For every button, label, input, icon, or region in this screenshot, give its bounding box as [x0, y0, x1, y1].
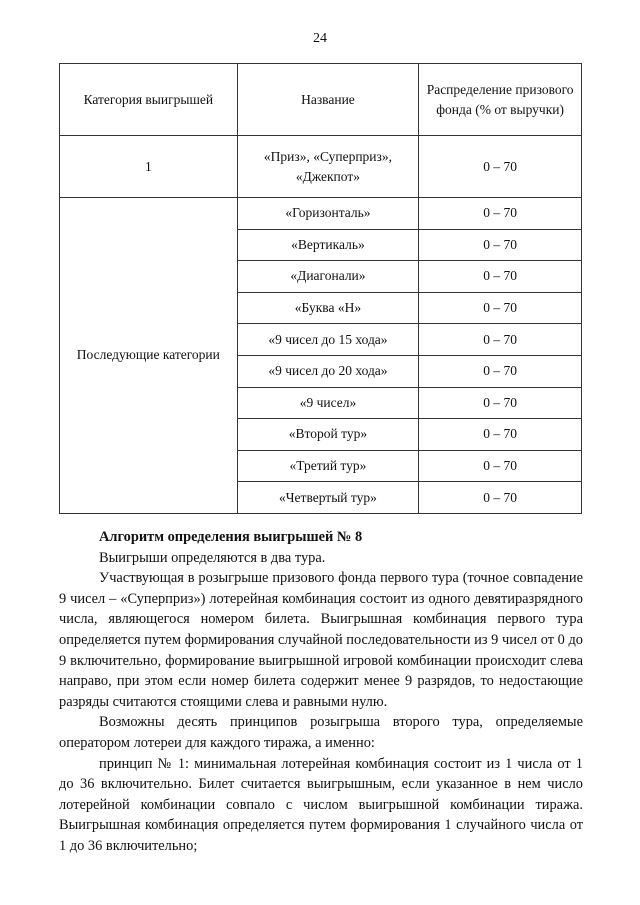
- share-cell: 0 – 70: [419, 419, 582, 451]
- name-cell: «Горизонталь»: [237, 198, 419, 230]
- name-cell: «Буква «Н»: [237, 292, 419, 324]
- subsequent-category-cell: Последующие категории: [60, 198, 238, 514]
- name-cell: «Приз», «Суперприз», «Джекпот»: [237, 136, 419, 198]
- share-cell: 0 – 70: [419, 198, 582, 230]
- body-text: [59, 527, 583, 857]
- name-cell: «Четвертый тур»: [237, 482, 419, 514]
- share-cell: 0 – 70: [419, 387, 582, 419]
- category-cell: 1: [60, 136, 238, 198]
- paragraph: Возможны десять принципов розыгрыша второго тура, определяемые оператором лотереи для каждого тиража, а именно:: [59, 714, 583, 751]
- name-cell: «Вертикаль»: [237, 229, 419, 261]
- table-row: [60, 198, 582, 230]
- header-name: Название: [237, 64, 419, 136]
- header-share: Распределение призового фонда (% от выручки): [419, 64, 582, 136]
- paragraph: Участвующая в розыгрыше призового фонда первого тура (точное совпадение 9 чисел – «Суперприз») лотерейная комбинация состоит из одного девятиразрядного числа, являющегося номером билета. Выигрышная комбинация первого тура определяется путем формирования случайной последовательности из 9 чисел от 0 до 9 включительно, формирование выигрышной игровой комбинации происходит слева направо, при этом если номер билета содержит менее 9 разрядов, то недостающие разряды считаются стоящими слева и равными нулю.: [59, 570, 583, 710]
- share-cell: 0 – 70: [419, 292, 582, 324]
- share-cell: 0 – 70: [419, 355, 582, 387]
- name-cell: «9 чисел до 20 хода»: [237, 355, 419, 387]
- paragraph: принцип № 1: минимальная лотерейная комбинация состоит из 1 числа от 1 до 36 включительно. Билет считается выигрышным, если указанное в нем число лотерейной комбинации совпало с числом выигрышной комбинации тиража. Выигрышная комбинация определяется путем формирования 1 случайного числа от 1 до 36 включительно;: [59, 755, 583, 854]
- share-cell: 0 – 70: [419, 482, 582, 514]
- prize-distribution-table: [59, 63, 582, 514]
- share-cell: 0 – 70: [419, 136, 582, 198]
- page-number: 24: [313, 31, 327, 46]
- share-cell: 0 – 70: [419, 261, 582, 293]
- header-category: Категория выигрышей: [60, 64, 238, 136]
- name-cell: «Диагонали»: [237, 261, 419, 293]
- name-cell: «Второй тур»: [237, 419, 419, 451]
- name-cell: «9 чисел до 15 хода»: [237, 324, 419, 356]
- share-cell: 0 – 70: [419, 450, 582, 482]
- table-row: [60, 136, 582, 198]
- section-heading: Алгоритм определения выигрышей № 8: [99, 529, 363, 545]
- name-cell: «Третий тур»: [237, 450, 419, 482]
- share-cell: 0 – 70: [419, 324, 582, 356]
- paragraph: Выигрыши определяются в два тура.: [99, 549, 326, 566]
- table-header-row: [60, 64, 582, 136]
- name-cell: «9 чисел»: [237, 387, 419, 419]
- share-cell: 0 – 70: [419, 229, 582, 261]
